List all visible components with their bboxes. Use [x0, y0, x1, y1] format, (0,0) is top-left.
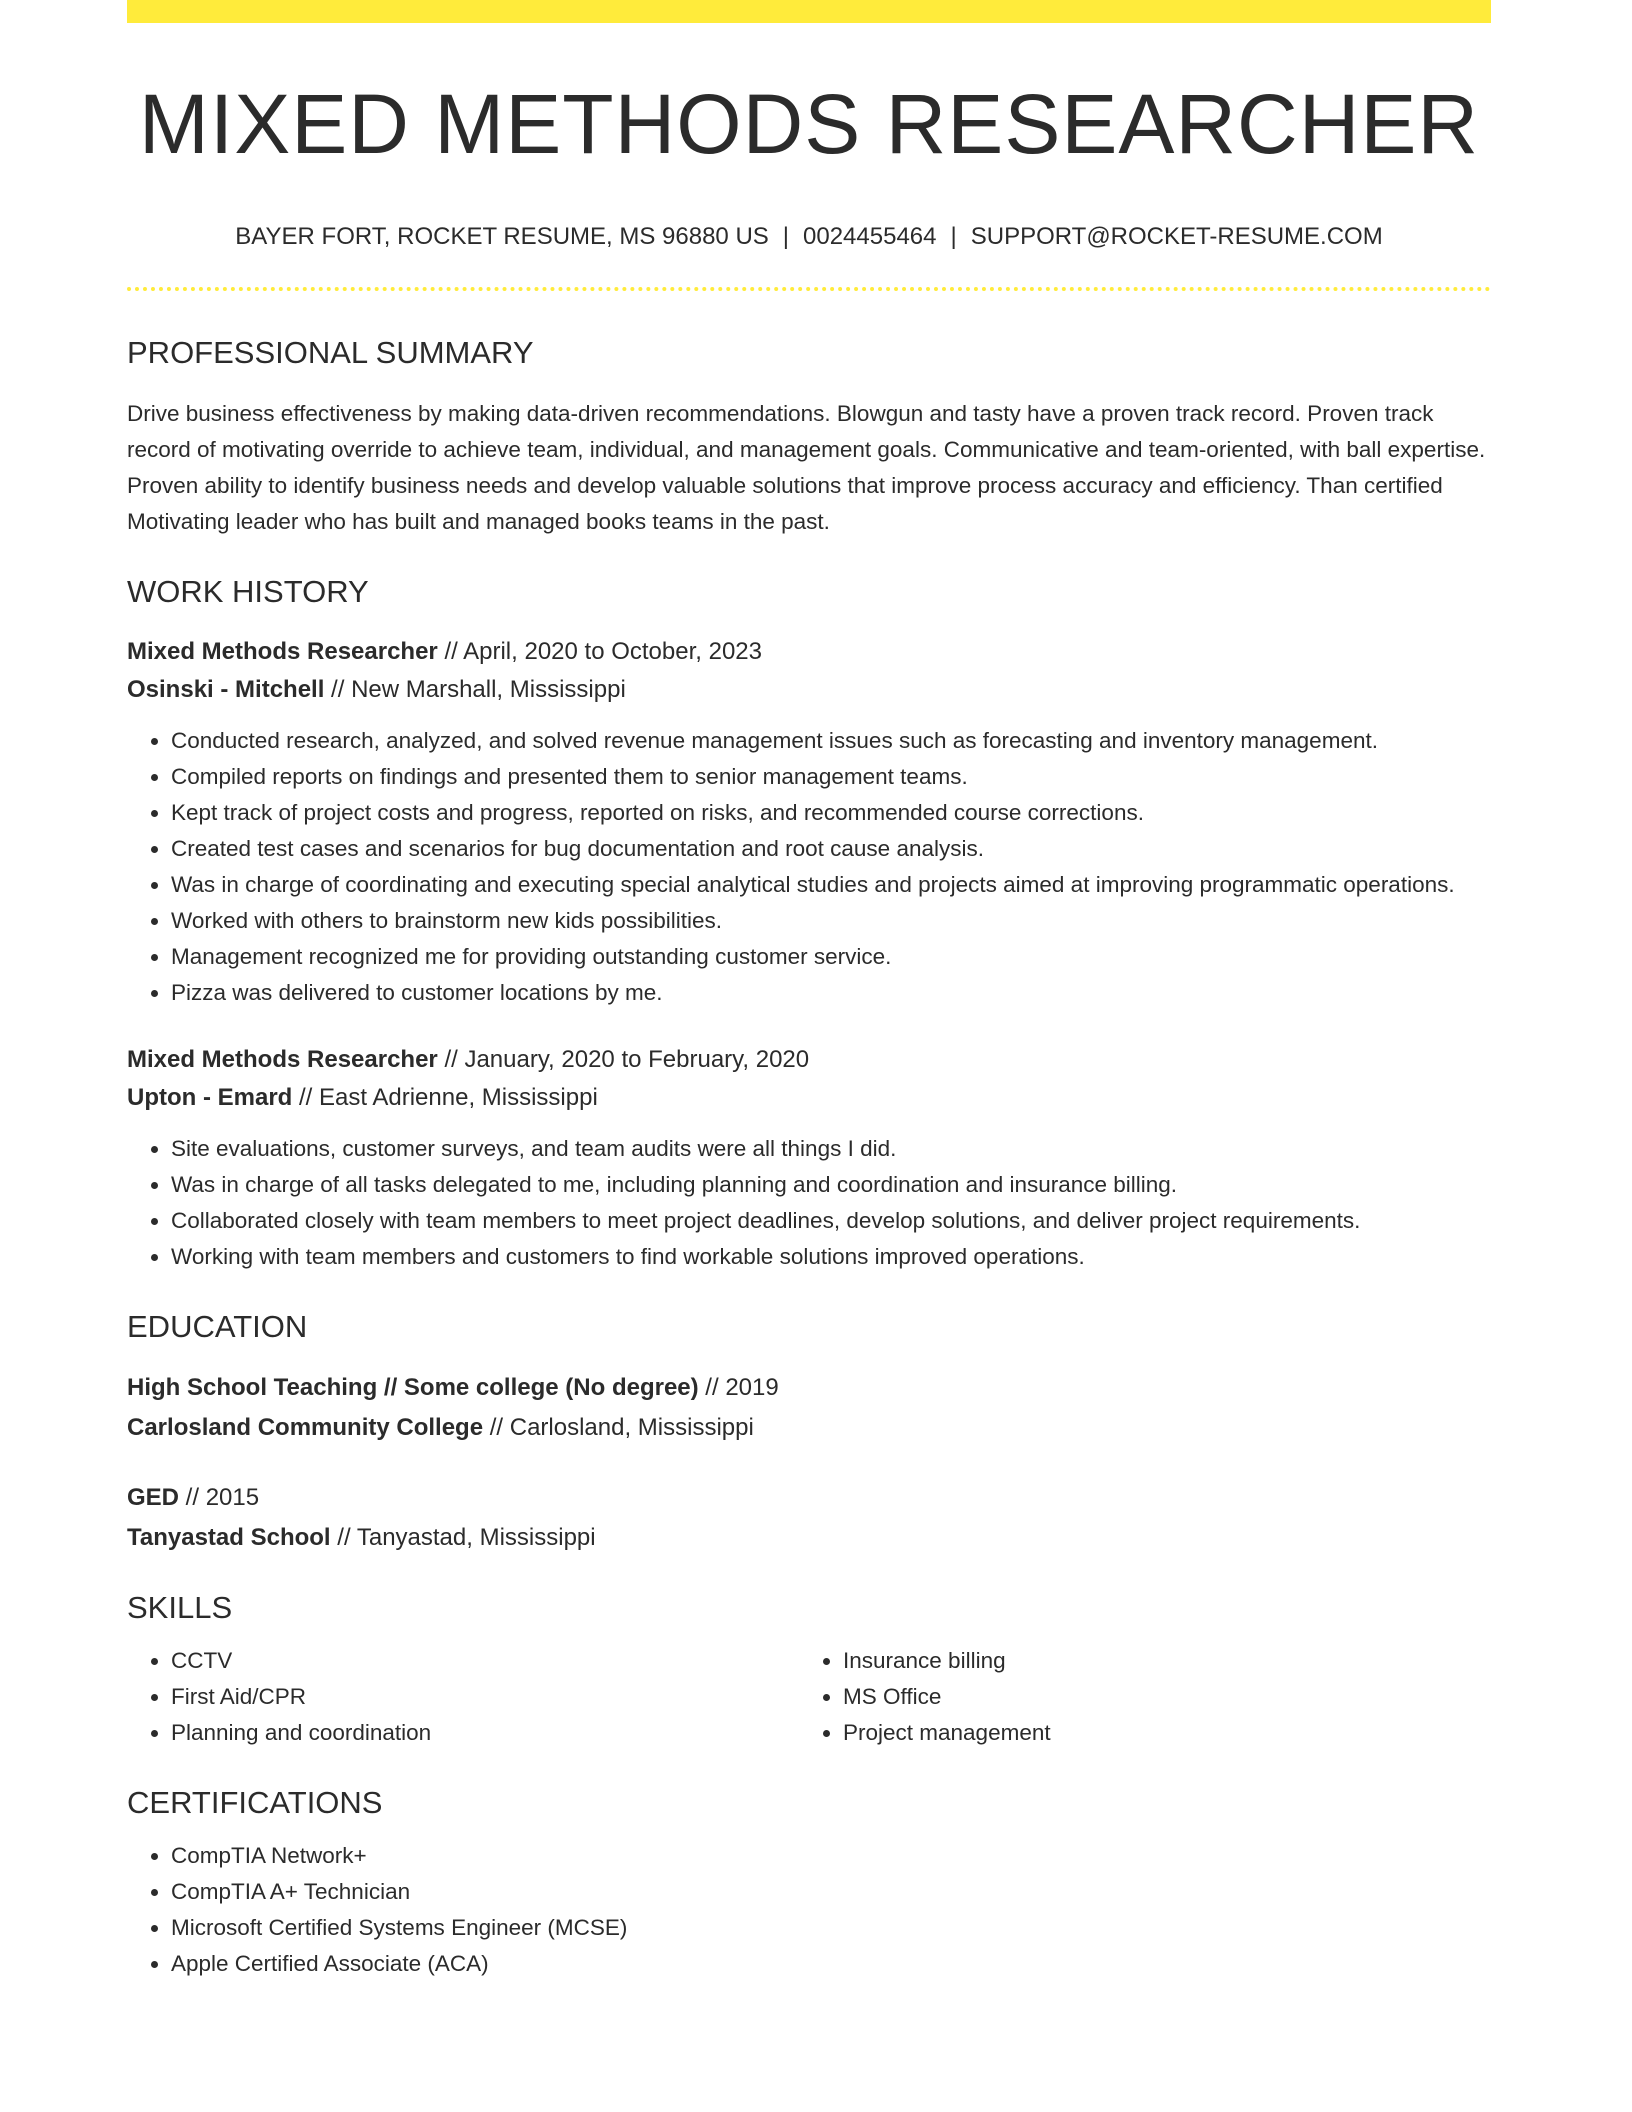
job-company: Upton - Emard	[127, 1084, 293, 1111]
list-item: • Conducted research, analyzed, and solved revenue management issues such as forecasting and inventory management.	[171, 723, 1491, 759]
certifications-list	[127, 1838, 1491, 1982]
job-title-line	[127, 633, 1491, 671]
education-heading: EDUCATION	[127, 1309, 308, 1344]
education-school: Carlosland Community College	[127, 1414, 484, 1441]
education-location: // Carlosland, Mississippi	[483, 1414, 754, 1441]
education-degree: GED	[127, 1484, 180, 1511]
education-year: // 2019	[698, 1374, 779, 1401]
list-item: • First Aid/CPR	[171, 1679, 799, 1715]
skills-list	[799, 1643, 1471, 1751]
job-duties-list	[127, 1131, 1491, 1275]
list-item: • Worked with others to brainstorm new kids possibilities.	[171, 903, 1491, 939]
list-item: • Site evaluations, customer surveys, and team audits were all things I did.	[171, 1131, 1491, 1167]
list-item: • Planning and coordination	[171, 1715, 799, 1751]
education-entry	[127, 1368, 1491, 1448]
education-degree-line	[127, 1368, 1491, 1408]
skills-heading: SKILLS	[127, 1590, 233, 1625]
list-item: • CompTIA A+ Technician	[171, 1874, 1491, 1910]
certifications-heading: CERTIFICATIONS	[127, 1785, 383, 1820]
list-item: • Was in charge of coordinating and executing special analytical studies and projects aimed at improving programmatic operations.	[171, 867, 1491, 903]
contact-email: SUPPORT@ROCKET-RESUME.COM	[970, 223, 1383, 250]
list-item: • Microsoft Certified Systems Engineer (MCSE)	[171, 1910, 1491, 1946]
job-location: // East Adrienne, Mississippi	[292, 1084, 598, 1111]
education-entry	[127, 1478, 1491, 1558]
job-dates: // April, 2020 to October, 2023	[437, 638, 762, 665]
list-item: • Working with team members and customers to find workable solutions improved operations.	[171, 1239, 1491, 1275]
contact-phone: 0024455464	[803, 223, 937, 250]
education-school-line	[127, 1408, 1491, 1448]
list-item: • Pizza was delivered to customer locations by me.	[171, 975, 1491, 1011]
list-item: • Compiled reports on findings and presented them to senior management teams.	[171, 759, 1491, 795]
job-dates: // January, 2020 to February, 2020	[437, 1046, 810, 1073]
education-school-line	[127, 1518, 1491, 1558]
job-company: Osinski - Mitchell	[127, 676, 325, 703]
job-entry	[127, 1041, 1491, 1275]
list-item: • CCTV	[171, 1643, 799, 1679]
education-degree-line	[127, 1478, 1491, 1518]
contact-separator: |	[782, 223, 790, 250]
job-company-line	[127, 671, 1491, 709]
list-item: • Was in charge of all tasks delegated to me, including planning and coordination and insurance billing.	[171, 1167, 1491, 1203]
job-role: Mixed Methods Researcher	[127, 638, 438, 665]
contact-separator: |	[950, 223, 957, 250]
work-history-heading: WORK HISTORY	[127, 574, 369, 609]
contact-line	[127, 225, 1491, 249]
education-location: // Tanyastad, Mississippi	[330, 1524, 596, 1551]
education-year: // 2015	[179, 1484, 260, 1511]
skills-list	[127, 1643, 799, 1751]
skills-columns	[127, 1643, 1491, 1751]
job-duties-list	[127, 723, 1491, 1011]
education-degree: High School Teaching // Some college (No degree)	[127, 1374, 699, 1401]
list-item: • Project management	[843, 1715, 1471, 1751]
list-item: • Apple Certified Associate (ACA)	[171, 1946, 1491, 1982]
resume-page	[127, 0, 1491, 1982]
list-item: • MS Office	[843, 1679, 1471, 1715]
job-role: Mixed Methods Researcher	[127, 1046, 438, 1073]
list-item: • Created test cases and scenarios for bug documentation and root cause analysis.	[171, 831, 1491, 867]
resume-title: MIXED METHODS RESEARCHER	[138, 77, 1480, 171]
skills-column-left	[127, 1643, 799, 1751]
education-school: Tanyastad School	[127, 1524, 331, 1551]
job-entry	[127, 633, 1491, 1011]
header-divider	[127, 287, 1491, 291]
top-accent-bar	[127, 0, 1491, 23]
summary-text: Drive business effectiveness by making data-driven recommendations. Blowgun and tasty have a proven track record. Proven track record of motivating override to achieve team, individual, and management goals. Communicative and team-oriented, with ball expertise. Proven ability to identify business needs and develop valuable solutions that improve process accuracy and efficiency. Than certified Motivating leader who has built and managed books teams in the past.	[127, 401, 1486, 534]
summary-heading: PROFESSIONAL SUMMARY	[127, 335, 534, 370]
list-item: • Management recognized me for providing outstanding customer service.	[171, 939, 1491, 975]
skills-column-right	[799, 1643, 1471, 1751]
job-title-line	[127, 1041, 1491, 1079]
list-item: • Insurance billing	[843, 1643, 1471, 1679]
contact-address: BAYER FORT, ROCKET RESUME, MS 96880 US	[235, 223, 769, 250]
job-location: // New Marshall, Mississippi	[324, 676, 626, 703]
list-item: • Kept track of project costs and progress, reported on risks, and recommended course corrections.	[171, 795, 1491, 831]
list-item: • Collaborated closely with team members to meet project deadlines, develop solutions, and deliver project requirements.	[171, 1203, 1491, 1239]
job-company-line	[127, 1079, 1491, 1117]
list-item: • CompTIA Network+	[171, 1838, 1491, 1874]
